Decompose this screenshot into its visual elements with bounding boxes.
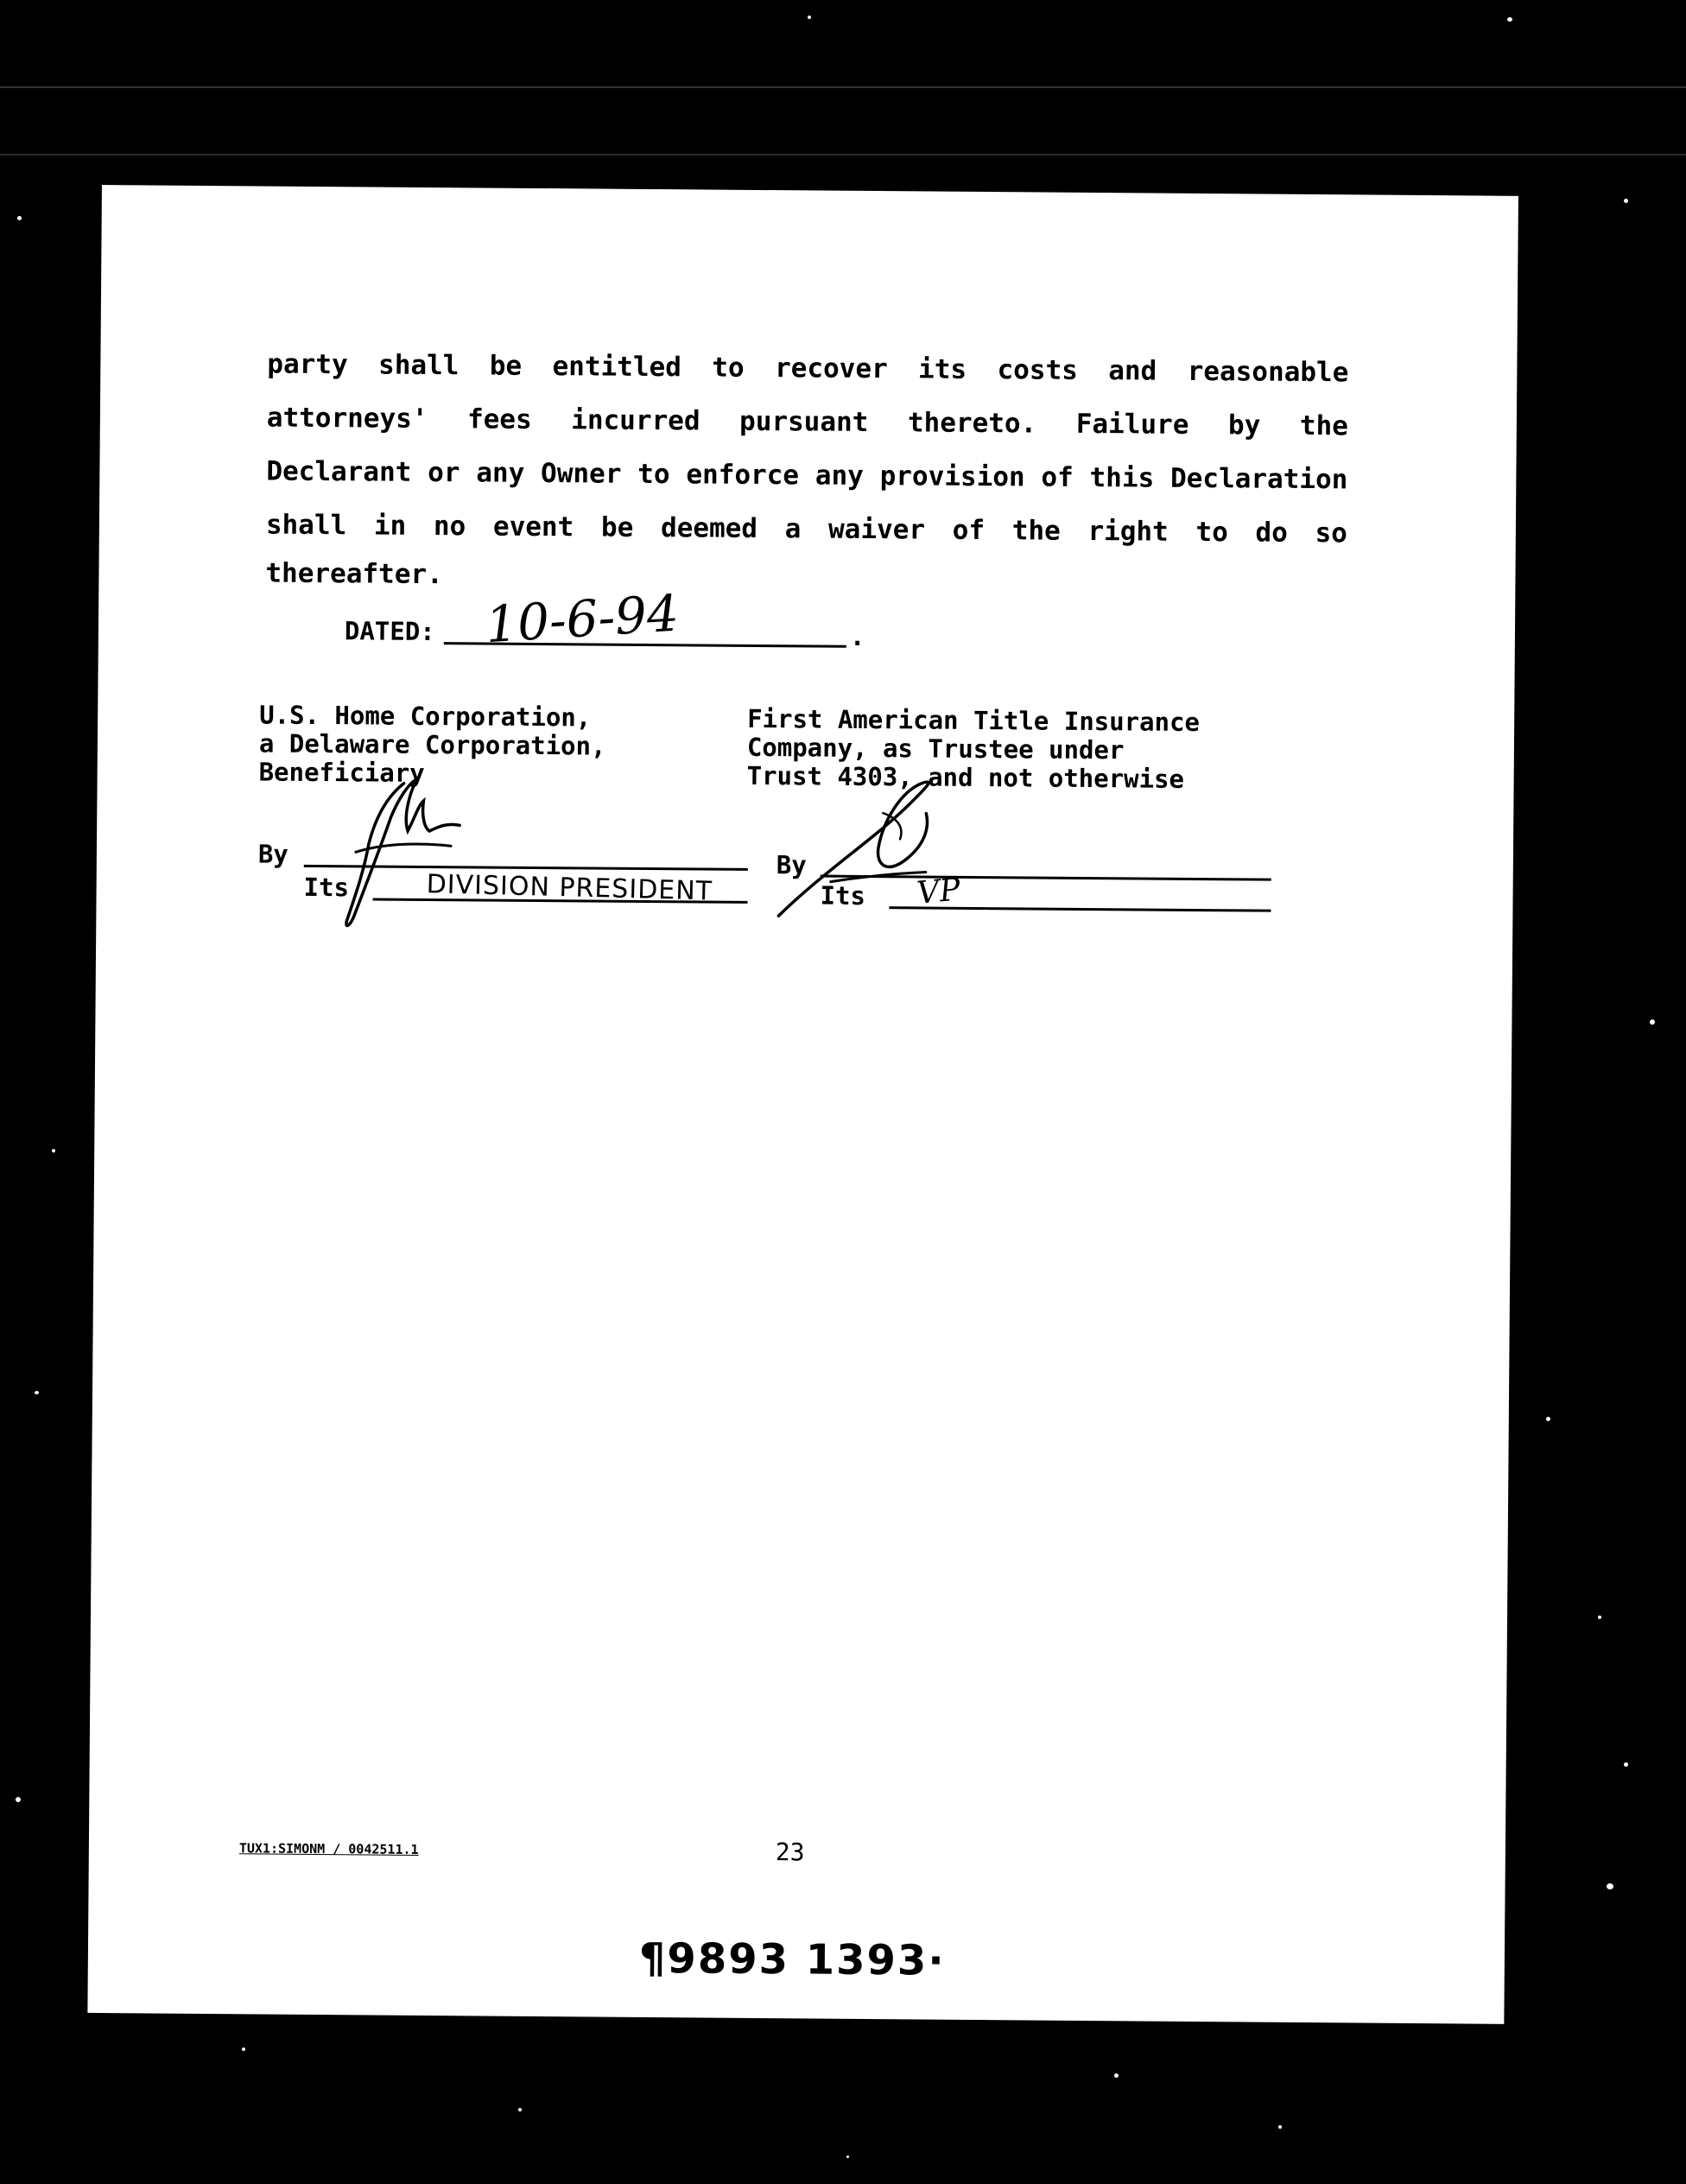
scan-line (0, 154, 1686, 156)
dated-handwritten-value: 10-6-94 (484, 583, 681, 655)
scan-speck (846, 2155, 849, 2158)
paragraph-line: party shall be entitled to recover its costs and reasonable (267, 348, 1349, 389)
scan-speck (1624, 199, 1628, 203)
document-page (87, 185, 1518, 2024)
left-party-line: a Delaware Corporation, (258, 728, 606, 761)
paragraph-line: thereafter. (265, 557, 443, 591)
left-its-handwritten-value: DIVISION PRESIDENT (426, 869, 713, 907)
right-its-handwritten-value: VP (915, 872, 962, 911)
left-its-label: Its (303, 872, 350, 903)
right-party-line: First American Title Insurance (747, 703, 1201, 738)
right-party-line: Company, as Trustee under (746, 732, 1125, 765)
scan-speck (52, 1149, 55, 1152)
scan-line (0, 86, 1686, 88)
scan-speck (518, 2108, 522, 2111)
scan-speck (1598, 1616, 1601, 1619)
right-signature (752, 760, 979, 935)
right-its-label: Its (820, 880, 866, 911)
scan-speck (1546, 1417, 1550, 1421)
scan-speck (808, 16, 811, 19)
scan-speck (1650, 1019, 1655, 1025)
scan-speck (242, 2048, 245, 2051)
right-by-label: By (776, 850, 807, 880)
scan-speck (35, 1391, 39, 1394)
paragraph-line: Declarant or any Owner to enforce any provision of this Declaration (266, 455, 1348, 496)
scan-speck (1607, 1883, 1613, 1889)
paragraph-line: attorneys' fees incurred pursuant thereto. Failure by the (266, 402, 1348, 442)
scan-speck (17, 216, 22, 220)
scan-speck (1278, 2125, 1282, 2129)
recording-stamp: ¶9893 1393· (638, 1933, 946, 1985)
document-code: TUX1:SIMONM / 0042511.1 (238, 1840, 419, 1857)
left-by-label: By (257, 839, 288, 869)
left-signature (320, 748, 495, 949)
left-party-line: U.S. Home Corporation, (259, 700, 592, 733)
scan-speck (16, 1797, 21, 1802)
page-number: 23 (775, 1838, 805, 1867)
scan-speck (1624, 1762, 1628, 1767)
paragraph-line: shall in no event be deemed a waiver of the right to do so (265, 509, 1348, 549)
scan-speck (1507, 17, 1512, 22)
dated-terminator: . (849, 621, 865, 651)
left-party-line: Beneficiary (258, 757, 425, 788)
right-party-line: Trust 4303, and not otherwise (746, 760, 1185, 794)
dated-label: DATED: (344, 616, 435, 647)
scan-speck (1114, 2073, 1119, 2078)
